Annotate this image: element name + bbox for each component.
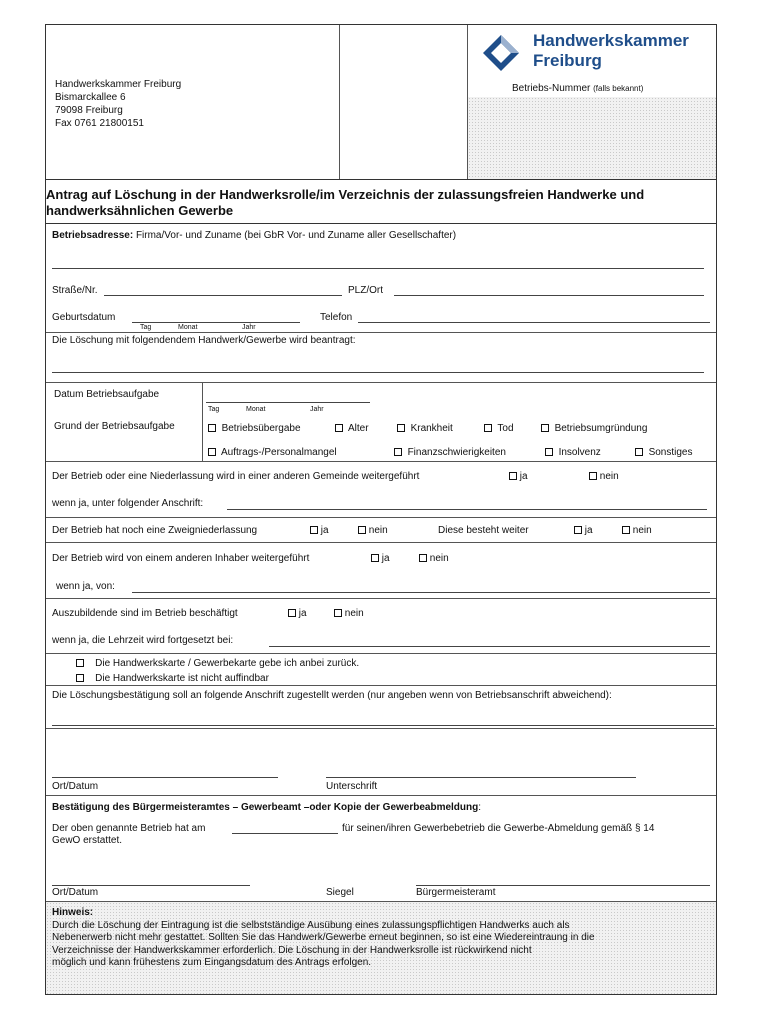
geburtsdatum-label: Geburtsdatum: [52, 312, 116, 323]
buergermeister-heading-row: [52, 802, 481, 813]
hinweis-content: [52, 907, 595, 970]
telefon-label: Telefon: [320, 312, 353, 323]
loeschung-line[interactable]: [52, 372, 704, 373]
strasse-line[interactable]: [104, 295, 342, 296]
bm-siegel-label: Siegel: [326, 887, 354, 898]
signature-bottom-rule: [46, 795, 716, 796]
azubi-question: Auszubildende sind im Betrieb beschäftigt: [52, 608, 238, 619]
address-line-fax: Fax 0761 21800151: [55, 118, 144, 129]
inhaber-nein-label: nein: [429, 553, 449, 564]
tod-label: Tod: [497, 423, 514, 434]
unterschrift-line[interactable]: [326, 777, 636, 778]
bm-amt-label: Bürgermeisteramt: [416, 887, 496, 898]
aufgabe-tag: Tag: [208, 406, 220, 413]
header-bottom-rule: [46, 179, 716, 180]
address-line-street: Bismarckallee 6: [55, 92, 126, 103]
niederlassung-nein[interactable]: [589, 471, 619, 482]
aufgabe-jahr: Jahr: [310, 406, 324, 413]
sonstiges-checkbox[interactable]: [635, 448, 643, 456]
aufgabe-bottom-rule: [46, 461, 716, 462]
zweig-nein[interactable]: [358, 525, 388, 536]
niederlassung-ja-checkbox[interactable]: [509, 472, 517, 480]
lehrzeit-bottom-rule: [46, 653, 716, 654]
karte-nicht-auffindbar-checkbox[interactable]: [76, 674, 84, 682]
logo-text: [533, 31, 689, 71]
zweig-bottom-rule: [46, 542, 716, 543]
grund-aufgabe-label: Grund der Betriebsaufgabe: [54, 421, 175, 432]
loeschung-bottom-rule: [46, 382, 716, 383]
zweig-ja-checkbox[interactable]: [310, 526, 318, 534]
abmeldung-text-end: für seinen/ihren Gewerbebetrieb die Gewerbe-Abmeldung gemäß § 14: [342, 823, 655, 834]
zweig-besteht-nein-label: nein: [632, 525, 652, 536]
azubi-ja[interactable]: [288, 608, 307, 619]
inhaber-ja-label: ja: [381, 553, 390, 564]
abmeldung-text-line2: GewO erstattet.: [52, 835, 123, 846]
ort-datum-label: Ort/Datum: [52, 781, 99, 792]
abmeldung-text-start: Der oben genannte Betrieb hat am: [52, 823, 206, 834]
reason-insolvenz[interactable]: [545, 447, 601, 458]
reason-sonstiges[interactable]: [635, 447, 692, 458]
aufgabe-divider: [202, 382, 203, 461]
zweig-besteht-nein-checkbox[interactable]: [622, 526, 630, 534]
datum-aufgabe-label: Datum Betriebsaufgabe: [54, 389, 160, 400]
finanzschwierigkeiten-label: Finanzschwierigkeiten: [407, 447, 506, 458]
zweig-ja[interactable]: [310, 525, 329, 536]
sonstiges-label: Sonstiges: [648, 447, 693, 458]
zweig-question: Der Betrieb hat noch eine Zweigniederlassung: [52, 525, 258, 536]
loeschung-label: Die Löschung mit folgendendem Handwerk/Gewerbe wird beantragt:: [52, 335, 356, 346]
hinweis-line-2: Nebenerwerb nicht mehr gestattet. Sollten Sie das Handwerk/Gewerbe erneut beginnen, so ist eine Wiedereintraung in die: [52, 932, 595, 943]
zweig-besteht-ja[interactable]: [574, 525, 593, 536]
aufgabe-monat: Monat: [246, 406, 266, 413]
azubi-nein-label: nein: [344, 608, 364, 619]
karte-zurueck-label: Die Handwerkskarte / Gewerbekarte gebe ich anbei zurück.: [95, 658, 360, 669]
auftragsmangel-checkbox[interactable]: [208, 448, 216, 456]
inhaber-nein-checkbox[interactable]: [419, 554, 427, 562]
hinweis-line-1: Durch die Löschung der Eintragung ist die selbstständige Ausübung eines zulassungspflichtigen Handwerks auch als: [52, 919, 570, 931]
niederlassung-ja[interactable]: [509, 471, 528, 482]
insolvenz-label: Insolvenz: [558, 447, 601, 458]
unterschrift-label: Unterschrift: [326, 781, 378, 792]
lehrzeit-label: wenn ja, die Lehrzeit wird fortgesetzt bei:: [52, 635, 234, 646]
anschrift-bottom-rule: [46, 517, 716, 518]
zweig-besteht-label: Diese besteht weiter: [438, 525, 529, 536]
niederlassung-nein-label: nein: [599, 471, 619, 482]
betriebsumgruendung-label: Betriebsumgründung: [554, 423, 648, 434]
zustellanschrift-bottom-rule: [46, 728, 716, 729]
reason-betriebsuebergabe[interactable]: [208, 423, 301, 434]
inhaber-von-line[interactable]: [132, 592, 710, 593]
zweig-besteht-ja-checkbox[interactable]: [574, 526, 582, 534]
inhaber-bottom-rule: [46, 598, 716, 599]
bm-ort-datum-line[interactable]: [52, 885, 250, 886]
buergermeister-heading-colon: :: [478, 802, 482, 813]
telefon-line[interactable]: [358, 322, 710, 323]
title-bottom-rule: [46, 223, 716, 224]
karte-nicht-auffindbar-label: Die Handwerkskarte ist nicht auffindbar: [95, 673, 269, 684]
geburtsdatum-jahr: Jahr: [242, 324, 256, 331]
header-divider-1: [339, 25, 340, 179]
betriebsuebergabe-checkbox[interactable]: [208, 424, 216, 432]
betriebsadresse-name-line[interactable]: [52, 268, 704, 269]
plz-ort-label: PLZ/Ort: [348, 285, 384, 296]
inhaber-ja[interactable]: [371, 553, 390, 564]
betriebsuebergabe-label: Betriebsübergabe: [221, 423, 301, 434]
plz-ort-line[interactable]: [394, 295, 704, 296]
reason-krankheit[interactable]: [397, 423, 453, 434]
reason-finanzschwierigkeiten[interactable]: [394, 447, 506, 458]
zweig-besteht-nein[interactable]: [622, 525, 652, 536]
chamber-address: [55, 78, 181, 130]
betriebsnummer-label: [512, 83, 643, 94]
betriebsadresse-label: Betriebsadresse:: [52, 230, 134, 241]
reason-auftragsmangel[interactable]: [208, 447, 337, 458]
form-title: Antrag auf Löschung in der Handwerksrolle/im Verzeichnis der zulassungsfreien Handwerke und handwerksähnlichen Gewerbe: [46, 187, 645, 218]
alter-label: Alter: [348, 423, 369, 434]
niederlassung-question: Der Betrieb oder eine Niederlassung wird in einer anderen Gemeinde weitergeführt: [52, 471, 420, 482]
strasse-label: Straße/Nr.: [52, 285, 98, 296]
bm-amt-line[interactable]: [416, 885, 710, 886]
ort-datum-line[interactable]: [52, 777, 278, 778]
betriebsadresse-hint: Firma/Vor- und Zuname (bei GbR Vor- und Zuname aller Gesellschafter): [135, 230, 457, 241]
zweig-nein-label: nein: [368, 525, 388, 536]
datum-aufgabe-line[interactable]: [206, 402, 370, 403]
krankheit-checkbox[interactable]: [397, 424, 405, 432]
tod-checkbox[interactable]: [484, 424, 492, 432]
geburtsdatum-monat: Monat: [178, 324, 198, 331]
application-form: [45, 24, 717, 995]
reason-betriebsumgruendung[interactable]: [541, 423, 647, 434]
karte-bottom-rule: [46, 685, 716, 686]
anschrift-line[interactable]: [227, 509, 707, 510]
logo-line-1: Handwerkskammer: [533, 31, 689, 50]
zweig-nein-checkbox[interactable]: [358, 526, 366, 534]
karte-zurueck-checkbox[interactable]: [76, 659, 84, 667]
zweig-besteht-ja-label: ja: [584, 525, 593, 536]
bm-ort-datum-label: Ort/Datum: [52, 887, 99, 898]
zustellanschrift-label: Die Löschungsbestätigung soll an folgende Anschrift zugestellt werden (nur angeben wenn von Betriebsanschrift abweichend):: [52, 690, 612, 701]
inhaber-nein[interactable]: [419, 553, 449, 564]
betriebsumgruendung-checkbox[interactable]: [541, 424, 549, 432]
inhaber-ja-checkbox[interactable]: [371, 554, 379, 562]
betriebsnummer-field[interactable]: [468, 97, 716, 179]
geburtsdatum-tag: Tag: [140, 324, 152, 331]
anschrift-label: wenn ja, unter folgender Anschrift:: [52, 498, 204, 509]
hinweis-heading: Hinweis:: [52, 907, 94, 918]
address-line-name: Handwerkskammer Freiburg: [55, 79, 182, 90]
krankheit-label: Krankheit: [410, 423, 453, 434]
chamber-logo: [481, 31, 713, 75]
zweig-ja-label: ja: [320, 525, 329, 536]
hinweis-line-4: möglich und kann frühestens zum Eingangsdatum des Antrags erfolgen.: [52, 957, 372, 968]
betriebsadresse-row: [52, 230, 456, 241]
address-bottom-rule: [46, 332, 716, 333]
betriebsnummer-hint: (falls bekannt): [593, 84, 644, 93]
geburtsdatum-line[interactable]: [132, 322, 300, 323]
niederlassung-nein-checkbox[interactable]: [589, 472, 597, 480]
azubi-ja-label: ja: [298, 608, 307, 619]
lehrzeit-line[interactable]: [269, 646, 710, 647]
logo-line-2: Freiburg: [533, 51, 602, 70]
buergermeister-heading: Bestätigung des Bürgermeisteramtes – Gewerbeamt –oder Kopie der Gewerbeabmeldung: [52, 802, 479, 813]
insolvenz-checkbox[interactable]: [545, 448, 553, 456]
karte-option-zurueck[interactable]: [76, 658, 359, 669]
abmeldung-date-line[interactable]: [232, 833, 338, 834]
auftragsmangel-label: Auftrags-/Personalmangel: [221, 447, 337, 458]
karte-option-nicht-auffindbar[interactable]: [76, 673, 269, 684]
alter-checkbox[interactable]: [335, 424, 343, 432]
hwk-logo-icon: [481, 33, 521, 73]
reason-tod[interactable]: [484, 423, 514, 434]
azubi-nein[interactable]: [334, 608, 364, 619]
inhaber-question: Der Betrieb wird von einem anderen Inhaber weitergeführt: [52, 553, 310, 564]
niederlassung-ja-label: ja: [519, 471, 528, 482]
azubi-nein-checkbox[interactable]: [334, 609, 342, 617]
betriebsnummer-label-text: Betriebs-Nummer: [512, 83, 591, 94]
inhaber-von-label: wenn ja, von:: [56, 581, 115, 592]
hinweis-line-3: Verzeichnisse der Handwerkskammer erforderlich. Die Löschung in der Handwerksrolle ist rückwirkend nicht: [52, 944, 532, 956]
zustellanschrift-line[interactable]: [52, 725, 714, 726]
azubi-ja-checkbox[interactable]: [288, 609, 296, 617]
address-line-city: 79098 Freiburg: [55, 105, 123, 116]
reason-alter[interactable]: [335, 423, 369, 434]
finanzschwierigkeiten-checkbox[interactable]: [394, 448, 402, 456]
